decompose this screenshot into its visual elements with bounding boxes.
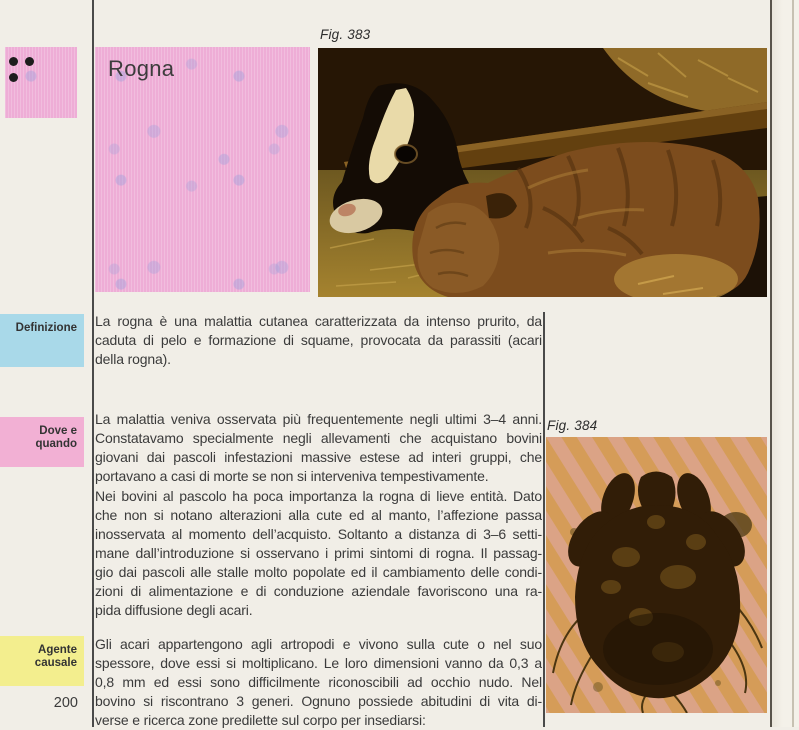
bullet-dot-icon: [9, 73, 18, 82]
figure-383-label: Fig. 383: [320, 27, 371, 42]
section-label-definizione: Definizione: [0, 314, 84, 367]
dove-e-quando-paragraph-1: La malattia veniva osservata più frequentemente negli ultimi 3–4 anni. Constatavamo specialmente negli allevamenti che acquistano bovini giovani dai pascoli infestazioni massive estese ad interi gruppi, che portavano a casi di morte se non si interveniva tempestivamente.: [95, 411, 542, 484]
agente-causale-paragraph: Gli acari appartengono agli artropodi e vivono sulla cute o nel suo spessore, dove essi si moltiplicano. Le loro dimensioni vanno da 0,3 a 0,8 mm ed essi sono difficilmente riconoscibili ad occhio nudo. Nel bovino si riscontrano 3 generi. Ognuno possiede abitudini di vita di- verse e ricerca zone predilette sul corpo per insediarsi:: [95, 636, 542, 728]
section-label-dove-e-quando: Dove e quando: [0, 417, 84, 467]
section-label-agente-causale: Agente causale: [0, 636, 84, 686]
figure-384-label: Fig. 384: [547, 418, 598, 433]
text-column-divider: [543, 312, 545, 727]
left-column-divider: [92, 0, 94, 727]
corner-decoration-square: [5, 47, 77, 118]
page-title: Rogna: [108, 56, 175, 81]
page-edge-strip: [772, 0, 799, 727]
cattle-photo: [318, 48, 767, 297]
bullet-dot-icon: [25, 57, 34, 66]
mite-microscope-photo: [546, 437, 767, 713]
page-edge-rule: [770, 0, 772, 727]
dove-e-quando-paragraph-2: Nei bovini al pascolo ha poca importanza la rogna di lieve entità. Dato che non si notano alterazioni alla cute ed al manto, l’affezione passa inosservata al momento dell’acquisto. Soltanto a distanza di 3–6 setti- mane dall’introduzione si osservano i primi sintomi di rogna. Il passag- gio dai pascoli alle stalle molto popolate ed il cambiamento delle condi- zioni di alimentazione e di conduzione aziendale favoriscono una ra- pida diffusione degli acari.: [95, 488, 542, 618]
chapter-title-block: [95, 47, 310, 292]
bullet-dot-icon: [9, 57, 18, 66]
definizione-paragraph: La rogna è una malattia cutanea caratterizzata da intenso prurito, da caduta di pelo e formazione di squame, provocata da parassiti (acari della rogna).: [95, 313, 542, 367]
page-edge-faint-rule: [792, 0, 794, 727]
page-number: 200: [53, 695, 78, 711]
